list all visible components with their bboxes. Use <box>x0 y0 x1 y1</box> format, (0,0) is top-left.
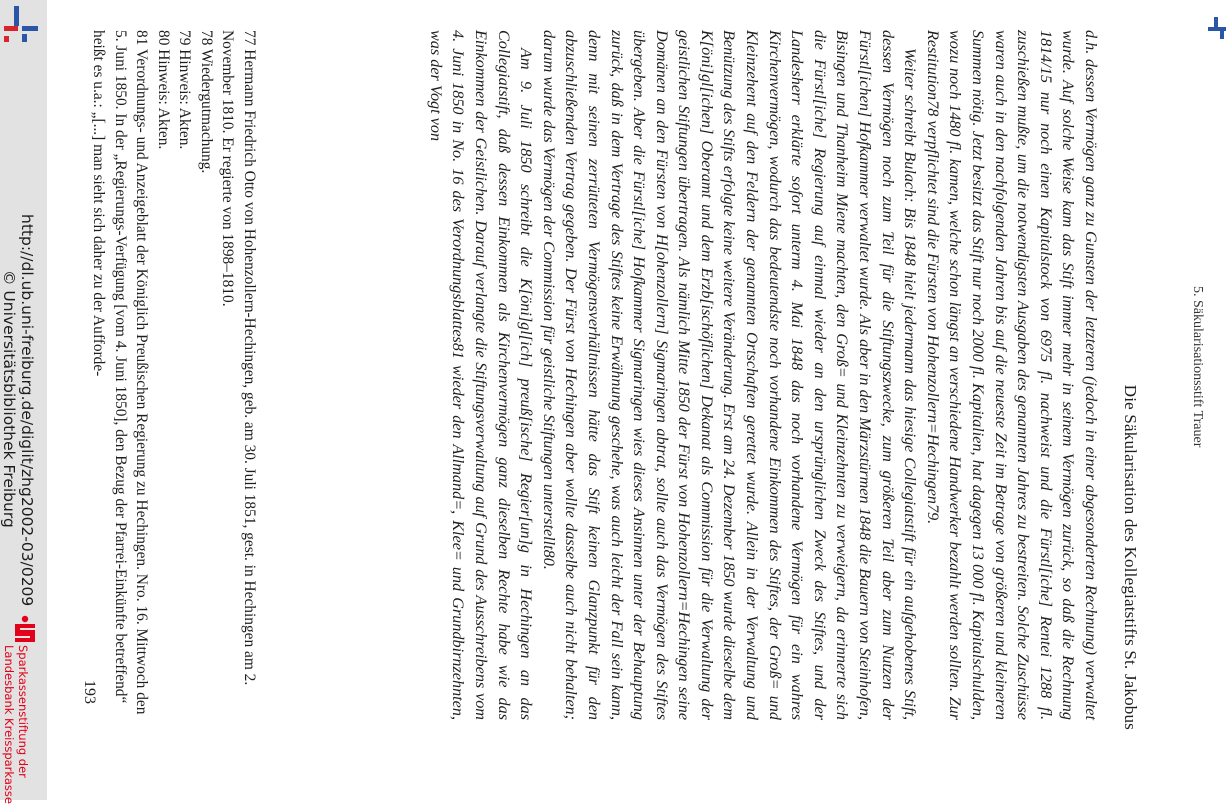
footnote: 81 Verordnungs- und Anzeigeblatt der Königlich Preußischen Regierung zu Hechingen. Nro. 16. Mittwoch den 5. Juni 1850. In der „Regierungs-Verfügung [vom 4. Juni 1850], den Bezug der Pfarrei-Einkünfte betreffend“ heißt es u.a.: „[...] man sieht sich daher zu der Aufforde- <box>90 30 151 715</box>
footnote: 78 Wiedergutmachung. <box>198 30 215 174</box>
footnotes <box>88 30 260 720</box>
body-text <box>424 30 1102 720</box>
footnote: 80 Hinweis: Akten. <box>155 30 172 150</box>
paragraph: d.h. dessen Vermögen ganz zu Gunsten der letzteren (jedoch in einer abgesonderten Rechnung) verwaltet wurde. Auf solche Weise kam das Stift immer mehr in seinem Vermögen zurück, so daß die Rechnung 1814/15 nur noch einen Kapitalstock von 6975 fl. nachweist und die Fürstl[iche] Rentei 1288 fl. zuschießen mußte, um die notwendigsten Ausgaben des genannten Jahres zu bestreiten. Solche Zuschüsse waren auch in den nachfolgenden Jahren bis auf die neueste Zeit im Betrage von größeren und kleineren Summen nötig. Jetzt besitzt das Stift nur noch 2000 fl. Kapitalien, hat dagegen 13 000 fl. Kapitalschulden, wozu noch 1480 fl. kamen, welche schon längst an verschiedene Handwerker bezahlt werden sollten. Zur Restitution78 verpflichtet sind die Fürsten von Hohenzollern=Hechingen79. <box>923 30 1100 720</box>
sponsor-brand <box>1 615 47 804</box>
running-head: Die Säkularisation des Kollegiatstifts St. Jakobus <box>1121 384 1140 730</box>
footnote: 77 Hermann Friedrich Otto von Hohenzollern-Hechingen, geb. am 30. Juli 1851, gest. in Hechingen am 2. November 1810. Er regierte von 1898–1810. <box>219 30 258 686</box>
copyright-text: © Universitätsbibliothek Freiburg <box>0 270 18 528</box>
sparkasse-logo-icon <box>12 615 38 643</box>
scanned-page <box>80 30 1140 730</box>
cropped-previous-heading: 5. Säkularisationsstift Trauer <box>1190 286 1205 448</box>
viewer-sidebar <box>0 0 47 804</box>
document-url[interactable]: http://dl.ub.uni-freiburg.de/diglit/zhg2002-03/0209 <box>18 214 36 607</box>
viewer-corner-icon <box>1208 17 1226 39</box>
brand-line-1: Sparkassenstiftung der <box>16 645 30 778</box>
paragraph: Am 9. Juli 1850 schreibt die K[öni]gl[ich] preuß[ische] Regier[un]g in Hechingen an das Collegiatstift, daß dessen Einkommen als Kirchenvermögen ganz dieselben Rechte habe wie das Einkommen der Geistlichen. Darauf verlangte die Stiftungsverwaltung auf Grund des Ausschreibens vom 4. Juni 1850 in No. 16 des Verordnungsblattes81 wieder den Allmand=, Klee= und Grundbirnzehnten, was der Vogt von <box>426 30 536 720</box>
brand-line-2: Landesbank Kreissparkasse <box>2 645 16 804</box>
university-logo-icon <box>2 2 42 46</box>
paragraph: Weiter schreibt Bulach: Bis 1848 hielt jedermann das hiesige Collegiatstift für ein aufgehobenes Stift, dessen Vermögen noch zum Teil für die Stiftungszwecke, zum größeren Teil aber zum Nutzen der Fürstl[ichen] Hofkammer verwaltet wurde. Als aber in den Märzstürmen 1848 die Bauern von Steinhofen, Bisingen und Thanheim Miene machten, den Groß= und Kleinzehnten zu verweigern, da erinnerte sich die Fürstl[iche] Regierung auf einmal wieder an den ursprünglichen Zweck des Stiftes, und der Landesherr erklärte sofort unterm 4. Mai 1848 das noch vorhandene Vermögen für ein wahres Kirchenvermögen, wodurch das bedeutendste noch vorhandene Einkommen des Stiftes, der Groß= und Kleinzehent auf den Feldern der genannten Ortschaften gerettet wurde. Allein in der Verwaltung und Benützung des Stifts erfolgte keine weitere Veränderung. Erst am 24. Dezember 1850 wurde dieselbe dem K[öni]gl[ichen] Oberamt und dem Erzb[ischöflichen] Dekanat als Commission für die Verwaltung der geistlichen Stiftungen übertragen. Als nämlich Mitte 1850 der Fürst von Hohenzollern=Hechingen seine Domänen an den Fürsten von H[ohenzollern] Sigmaringen abtrat, sollte auch das Vermögen des Stiftes übergeben. Aber die Fürstl[iche] Hofkammer Sigmaringen wies dieses Ansinnen unter der Behauptung zurück, daß in dem Vertrage des Stiftes keine Erwähnung geschehe, was auch leicht der Fall sein kann, denn mit seinen zerrütteten Vermögensverhältnissen hätte das Stift keinen Glanzpunkt für den abzuschließenden Vertrag gegeben. Der Fürst von Hechingen aber wollte dasselbe auch nicht behalten; darum wurde das Vermögen der Commission für geistliche Stiftungen unterstellt80. <box>539 30 920 720</box>
page-number: 193 <box>81 680 98 704</box>
footnote: 79 Hinweis: Akten. <box>176 30 194 150</box>
